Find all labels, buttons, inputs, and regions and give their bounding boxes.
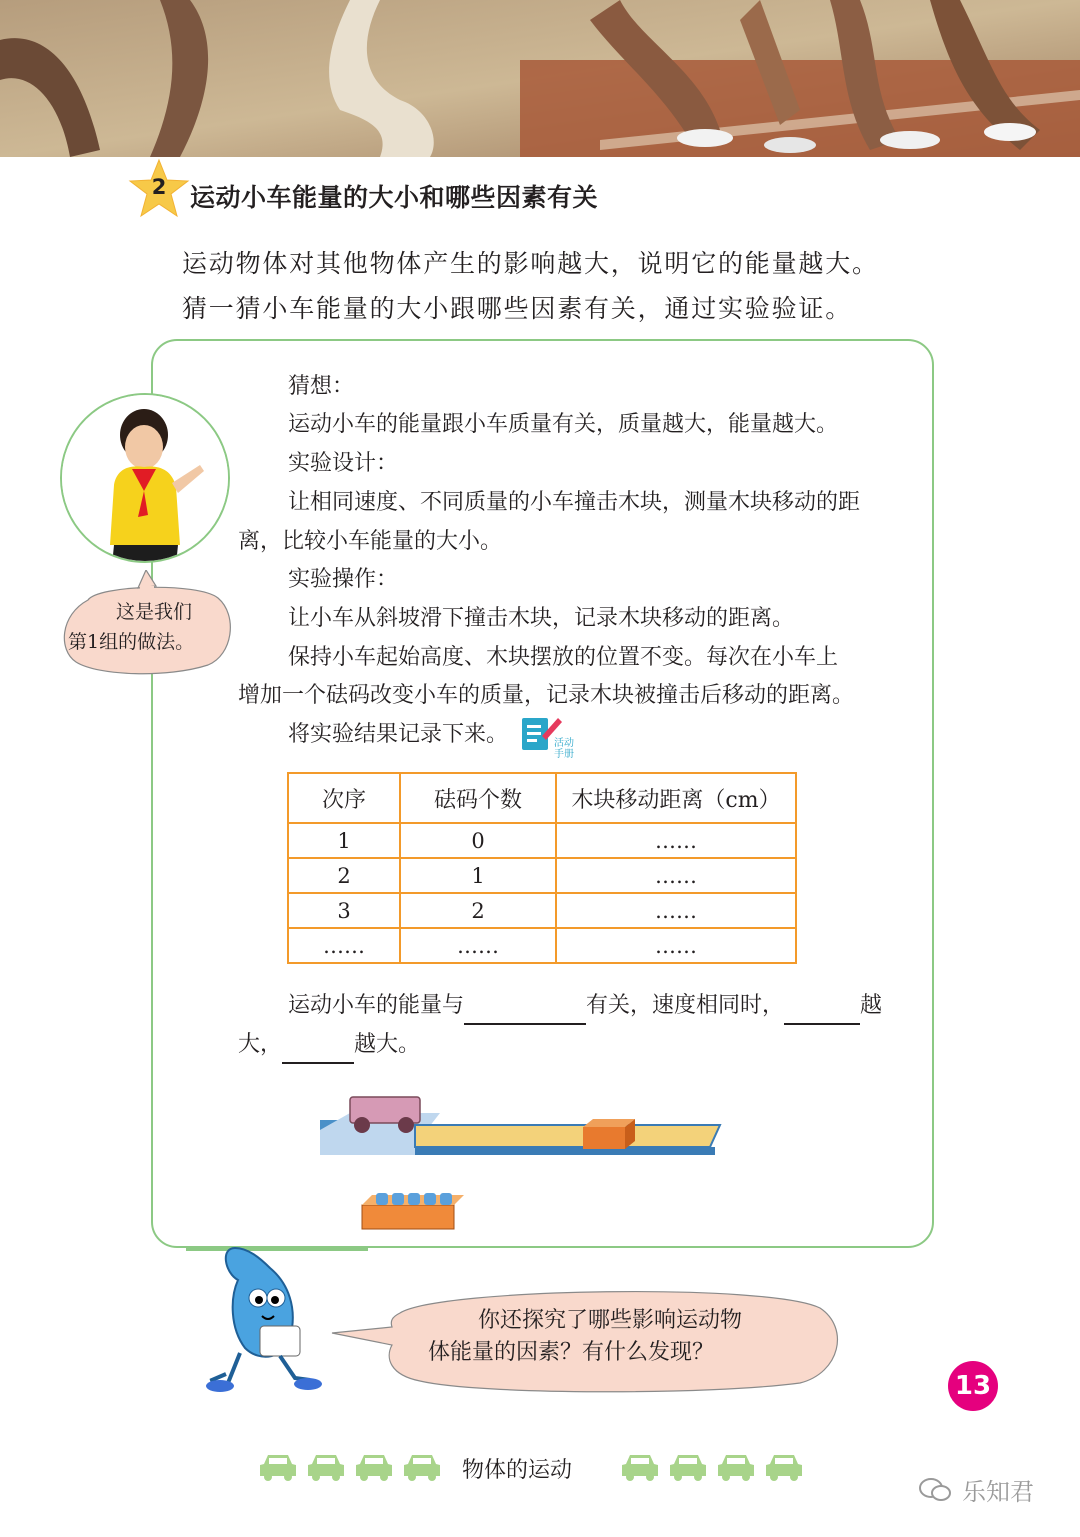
operation-heading: 实验操作： <box>288 567 399 592</box>
table-cell: …… <box>556 928 796 963</box>
watermark-text: 乐知君 <box>962 1478 1034 1506</box>
intro-line-2: 猜一猜小车能量的大小跟哪些因素有关，通过实验验证。 <box>182 294 853 323</box>
table-cell: 2 <box>400 893 556 928</box>
car-icon <box>620 1452 660 1482</box>
section-title: 运动小车能量的大小和哪些因素有关 <box>190 183 599 212</box>
keep-text-line-1: 保持小车起始高度、木块摆放的位置不变。每次在小车上 <box>288 645 839 670</box>
mascot-bubble-line-1: 你还探究了哪些影响运动物 <box>478 1308 743 1333</box>
ramp-experiment-illustration <box>310 1085 730 1245</box>
table-row <box>288 858 796 893</box>
conclusion-line-1 <box>288 987 882 1025</box>
activity-handbook-icon[interactable] <box>520 714 580 760</box>
record-text: 将实验结果记录下来。 <box>288 722 509 747</box>
table-cell: 1 <box>288 823 400 858</box>
car-icon <box>354 1452 394 1482</box>
page-number-badge: 13 <box>948 1361 998 1411</box>
car-icon <box>764 1452 804 1482</box>
running-athletes-photo <box>0 0 1080 157</box>
guess-heading: 猜想： <box>288 374 355 399</box>
record-table <box>287 772 797 964</box>
section-number: 2 <box>151 175 167 199</box>
design-text-line-1: 让相同速度、不同质量的小车撞击木块，测量木块移动的距 <box>288 490 861 515</box>
student-avatar <box>60 393 230 563</box>
car-icon <box>716 1452 756 1482</box>
table-cell: …… <box>288 928 400 963</box>
handbook-label-1: 活动 <box>554 738 574 749</box>
conclusion-text-c: 越 <box>860 993 883 1018</box>
girl-bubble-line-1: 这是我们 <box>116 601 193 623</box>
table-header: 木块移动距离（cm） <box>556 773 796 823</box>
table-cell: 3 <box>288 893 400 928</box>
table-row <box>288 823 796 858</box>
table-header-row <box>288 773 796 823</box>
girl-pointing-illustration <box>62 395 230 563</box>
fill-blank-3[interactable] <box>282 1036 354 1064</box>
operation-text: 让小车从斜坡滑下撞击木块，记录木块移动的距离。 <box>288 606 795 631</box>
conclusion-text-d: 大， <box>238 1032 283 1057</box>
table-header: 次序 <box>288 773 400 823</box>
table-row <box>288 893 796 928</box>
girl-bubble-text <box>68 597 226 657</box>
table-cell: 1 <box>400 858 556 893</box>
car-icon <box>306 1452 346 1482</box>
mascot-bubble-line-2: 体能量的因素？有什么发现？ <box>428 1340 715 1365</box>
blue-mascot-illustration <box>200 1238 330 1398</box>
table-cell: 2 <box>288 858 400 893</box>
footer-title: 物体的运动 <box>462 1458 573 1483</box>
handbook-label-2: 手册 <box>554 749 574 760</box>
conclusion-line-2 <box>238 1026 420 1064</box>
conclusion-text-b: 有关，速度相同时， <box>586 993 785 1018</box>
conclusion-text-e: 越大。 <box>354 1032 421 1057</box>
guess-text: 运动小车的能量跟小车质量有关，质量越大，能量越大。 <box>288 412 839 437</box>
intro-line-1: 运动物体对其他物体产生的影响越大，说明它的能量越大。 <box>182 249 879 278</box>
mascot-bubble-text <box>428 1305 828 1369</box>
table-header: 砝码个数 <box>400 773 556 823</box>
car-icon <box>668 1452 708 1482</box>
design-text-line-2: 离，比较小车能量的大小。 <box>238 529 503 554</box>
table-cell: …… <box>400 928 556 963</box>
car-icon <box>258 1452 298 1482</box>
fill-blank-1[interactable] <box>464 997 586 1025</box>
table-cell: …… <box>556 823 796 858</box>
keep-text-line-2: 增加一个砝码改变小车的质量，记录木块被撞击后移动的距离。 <box>238 683 855 708</box>
design-heading: 实验设计： <box>288 451 399 476</box>
table-cell: 0 <box>400 823 556 858</box>
car-icon <box>402 1452 442 1482</box>
wechat-icon <box>918 1476 952 1504</box>
conclusion-text-a: 运动小车的能量与 <box>288 993 465 1018</box>
table-cell: …… <box>556 858 796 893</box>
table-cell: …… <box>556 893 796 928</box>
fill-blank-2[interactable] <box>784 997 860 1025</box>
girl-bubble-line-2: 第1组的做法。 <box>68 631 195 653</box>
table-row <box>288 928 796 963</box>
